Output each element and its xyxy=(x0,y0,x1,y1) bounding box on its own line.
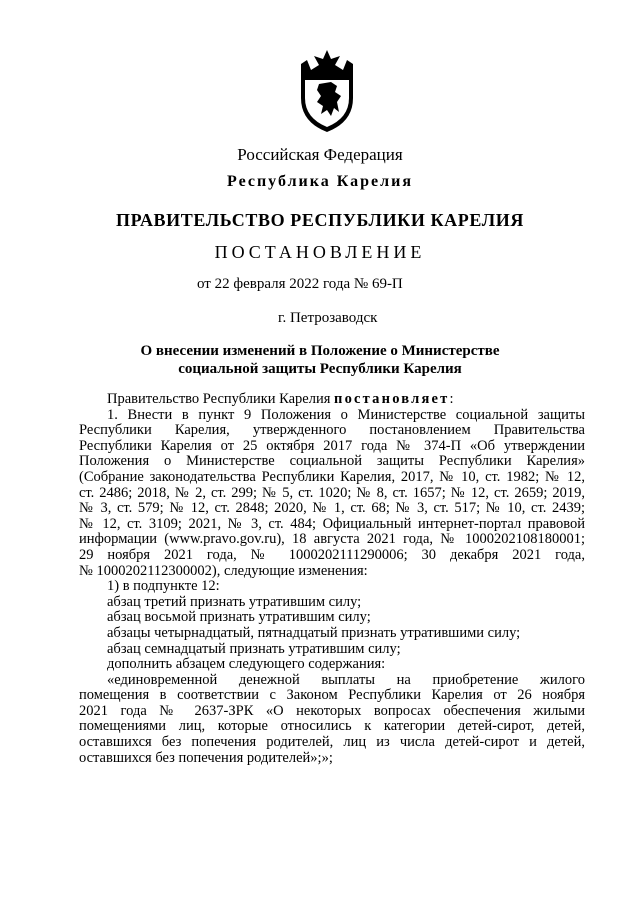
intro-spaced-verb: постановляет xyxy=(334,391,450,407)
list-item: дополнить абзацем следующего содержания: xyxy=(107,656,386,673)
decree-date: от 22 февраля 2022 года № 69-П xyxy=(197,276,403,292)
quote-line: 2021 года № 2637-ЗРК «О некоторых вопросах обеспечения жилыми xyxy=(79,702,585,719)
list-item: абзац восьмой признать утратившим силу; xyxy=(107,609,371,626)
paragraph-1-line: Республики Карелия от 25 октября 2017 года № 374-П «Об утверждении xyxy=(79,437,585,454)
list-item: абзац семнадцатый признать утратившим силу; xyxy=(107,640,401,657)
paragraph-1-line: информации (www.pravo.gov.ru), 18 августа 2021 года, № 1000202108180001; xyxy=(79,531,585,548)
paragraph-1-line: № 1000202112300002), следующие изменения: xyxy=(79,562,368,579)
quote-line: «единовременной денежной выплаты на приобретение жилого xyxy=(107,671,585,688)
paragraph-1-line: Республики Карелия, утвержденного постановлением Правительства xyxy=(79,422,585,439)
paragraph-1-line: № 12, ст. 3109; 2021, № 3, ст. 484; Официальный интернет-портал правовой xyxy=(79,515,585,532)
list-item: абзацы четырнадцатый, пятнадцатый признать утратившими силу; xyxy=(107,624,521,641)
country-name: Российская Федерация xyxy=(237,145,403,164)
quote-line: помещениями лиц, которые относились к категории детей-сирот, детей, xyxy=(79,718,585,735)
quote-line: помещения в соответствии с Законом Республики Карелия от 26 ноября xyxy=(79,687,585,704)
paragraph-1-line: (Собрание законодательства Республики Карелия, 2017, № 10, ст. 1982; № 12, xyxy=(79,468,585,485)
quote-line: оставшихся без попечения родителей, лиц из числа детей-сирот и детей, xyxy=(79,734,585,751)
document-type: ПОСТАНОВЛЕНИЕ xyxy=(214,242,426,262)
list-item: 1) в подпункте 12: xyxy=(107,578,220,595)
document-body xyxy=(79,392,585,766)
republic-name: Республика Карелия xyxy=(227,173,413,190)
intro-paragraph xyxy=(79,392,585,408)
paragraph-1-line: Положения о Министерстве социальной защиты Республики Карелия» xyxy=(79,453,585,470)
government-name: ПРАВИТЕЛЬСТВО РЕСПУБЛИКИ КАРЕЛИЯ xyxy=(116,210,524,230)
quote-line: оставшихся без попечения родителей»;»; xyxy=(79,749,333,766)
document-title-line-1: О внесении изменений в Положение о Министерстве xyxy=(140,343,500,359)
paragraph-1-line: 29 ноября 2021 года, № 1000202111290006; 30 декабря 2021 года, xyxy=(79,546,585,563)
intro-lead: Правительство Республики Карелия xyxy=(107,391,335,407)
city-name: г. Петрозаводск xyxy=(278,310,378,326)
paragraph-1-line: ст. 2486; 2018, № 2, ст. 299; № 5, ст. 1020; № 8, ст. 1657; № 12, ст. 2659; 2019, xyxy=(79,484,585,501)
paragraph-1-line: 1. Внести в пункт 9 Положения о Министерстве социальной защиты xyxy=(107,406,585,423)
document-title-line-2: социальной защиты Республики Карелия xyxy=(178,361,462,377)
list-item: абзац третий признать утратившим силу; xyxy=(107,593,362,610)
karelia-coat-of-arms-icon xyxy=(301,50,353,132)
intro-tail: : xyxy=(449,391,454,407)
paragraph-1-line: № 3, ст. 579; № 12, ст. 2848; 2020, № 1, ст. 68; № 3, ст. 517; № 10, ст. 2439; xyxy=(79,500,585,517)
